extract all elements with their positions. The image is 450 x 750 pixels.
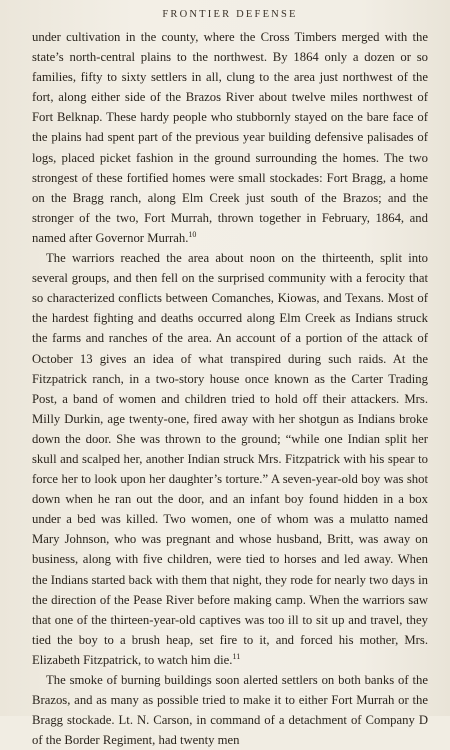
paragraph-3 xyxy=(32,670,428,750)
paragraph-3-text: The smoke of burning buildings soon alerted settlers on both banks of the Brazos, and as many as possible tried to make it to either Fort Murrah or the Bragg stockade. Lt. N. Carson, in command of a detachment of Company D of the Border Regiment, had twenty men xyxy=(32,673,428,748)
paragraph-1-text: under cultivation in the county, where the Cross Timbers merged with the state’s north-central plains to the northwest. By 1864 only a dozen or so families, fifty to sixty settlers in all, clung to the area just northwest of the fort, along either side of the Brazos River about twelve miles northwest of Fort Belknap. These hardy people who stubbornly stayed on the bare face of the plains had spent part of the previous year building defensive palisades of logs, placed picket fashion in the ground surrounding the homes. The two strongest of these fortified homes were small stockades: Fort Bragg, a home on the Bragg ranch, along Elm Creek just south of the Brazos; and the stronger of the two, Fort Murrah, thrown together in February, 1864, and named after Governor Murrah. xyxy=(32,30,428,245)
running-head: FRONTIER DEFENSE xyxy=(162,9,298,20)
body-text xyxy=(32,27,428,750)
footnote-ref-11: 11 xyxy=(232,651,241,661)
footnote-ref-10: 10 xyxy=(188,229,197,239)
paragraph-2 xyxy=(32,248,428,670)
paragraph-2-text: The warriors reached the area about noon on the thirteenth, split into several groups, and then fell on the surprised community with a ferocity that so characterized conflicts between Comanches, Kiowas, and Texans. Most of the hardest fighting and deaths occurred along Elm Creek as Indians struck the farms and ranches of the area. An account of a portion of the attack of October 13 gives an idea of what transpired during such raids. At the Fitzpatrick ranch, in a two-story house once known as the Carter Trading Post, a band of women and children tried to hold off their attackers. Mrs. Milly Durkin, age twenty-one, fired away with her shotgun as Indians broke down the door. She was thrown to the ground; “while one Indian split her skull and scalped her, another Indian struck Mrs. Fitzpatrick with his spear to force her to look upon her daughter’s torture.” A seven-year-old boy was shot down when he ran out the door, and an infant boy found hidden in a box under a bed was killed. Two women, one of whom was a mulatto named Mary Johnson, who was pregnant and whose husband, Britt, was away on business, along with five children, were tied to horses and led away. When the Indians started back with them that night, they rode for nearly two days in the direction of the Pease River before making camp. When the warriors saw that one of the thirteen-year-old captives was too ill to sit up and travel, they tied the boy to a brush heap, set fire to it, and forced his mother, Mrs. Elizabeth Fitzpatrick, to watch him die. xyxy=(32,251,428,667)
paragraph-1 xyxy=(32,27,428,248)
